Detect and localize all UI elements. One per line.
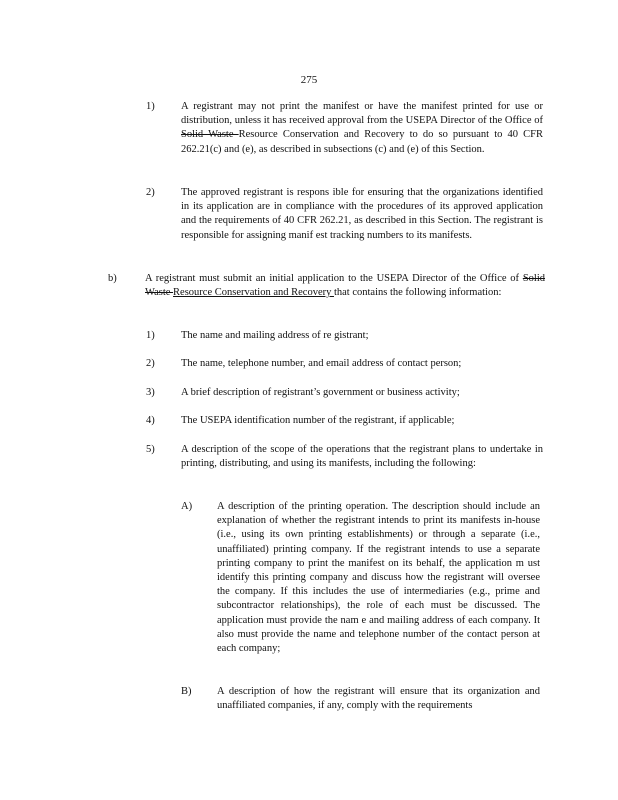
item-marker: 2) xyxy=(146,358,155,369)
item-marker: B) xyxy=(181,686,192,697)
text-run: A registrant must submit an initial application to the USEPA Director of the Office of xyxy=(145,273,523,284)
item-text: The name, telephone number, and email address of contact person; xyxy=(181,358,462,369)
text-run: Resource Conservation and Recovery to do so pursuant to 40 CFR 262.21(c) and (e), as described in subsections (c) and (e) of this Section. xyxy=(181,129,543,155)
item-text: The USEPA identification number of the registrant, if applicable; xyxy=(181,415,455,426)
item-text: The approved registrant is respons ible for ensuring that the organizations identified in its application are in compliance with the procedures of its approved application and the requirements of 40 CFR 262.21, as described in this Section. The registrant is responsible for assigning manif est tracking numbers to its manifests. xyxy=(181,187,543,241)
item-text xyxy=(181,100,543,157)
item-marker: 1) xyxy=(146,101,155,112)
item-marker: 3) xyxy=(146,387,155,398)
item-marker: 4) xyxy=(146,415,155,426)
item-text: A description of the printing operation. The description should include an explanation of whether the registrant intends to print its manifests in-house (i.e., using its own printing establishments) or through a separate (i.e., unaffiliated) printing company. If the registrant intends to use a separate printing company to print the manifest on its behalf, the application m ust identify this printing company and discuss how the registrant will oversee the company. If this includes the use of intermediaries (e.g., prime and subcontractor relationships), the role of each must be discussed. The application must provide the nam e and mailing address of each company. It also must provide the name and telephone number of the contact person at each company; xyxy=(217,501,540,655)
struck-text: Solid Waste xyxy=(181,129,239,141)
item-marker: 5) xyxy=(146,444,155,455)
underlined-text: Resource Conservation and Recovery xyxy=(173,287,334,299)
section-marker: b) xyxy=(108,273,117,284)
page-number: 275 xyxy=(300,74,318,86)
text-run: A registrant may not print the manifest or have the manifest printed for use or distribution, unless it has received approval from the USEPA Director of the Office of xyxy=(181,101,543,127)
section-text xyxy=(145,272,545,300)
item-marker: A) xyxy=(181,501,193,512)
item-text: A brief description of registrant’s government or business activity; xyxy=(181,387,460,398)
item-marker: 2) xyxy=(146,187,155,198)
item-text: A description of how the registrant will ensure that its organization and unaffiliated companies, if any, comply with the requirements xyxy=(217,686,540,712)
item-text: The name and mailing address of re gistrant; xyxy=(181,330,369,341)
struck-text: Solid Waste xyxy=(145,273,545,299)
text-run: that contains the following information: xyxy=(333,287,502,299)
item-marker: 1) xyxy=(146,330,155,341)
item-text: A description of the scope of the operations that the registrant plans to undertake in printing, distributing, and using its manifests, including the following: xyxy=(181,444,543,470)
